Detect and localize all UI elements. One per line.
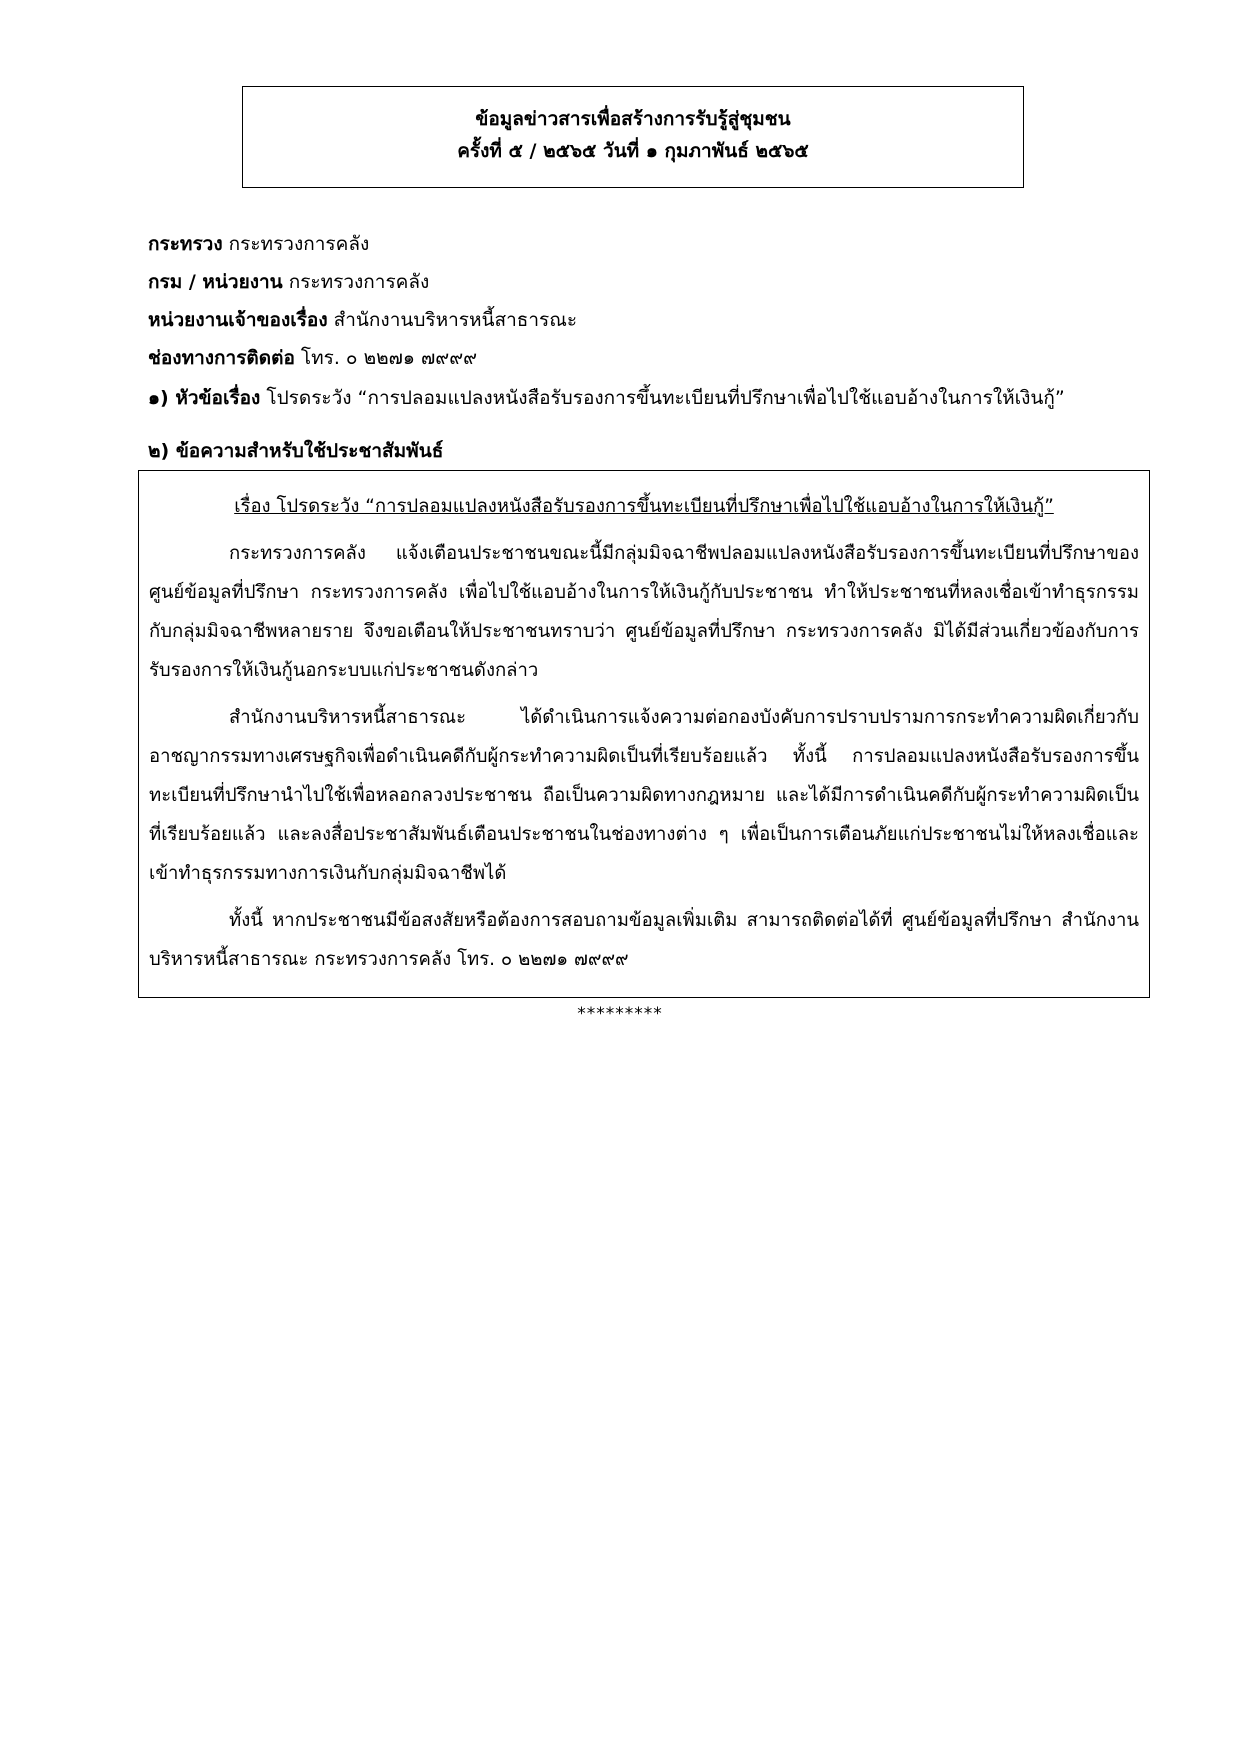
issue-line: ครั้งที่ ๕ / ๒๕๖๕ วันที่ ๑ กุมภาพันธ์ ๒๕๖๕ [457,140,809,162]
section2-heading: ๒) ข้อความสำหรับใช้ประชาสัมพันธ์ [148,440,444,462]
topic-line [148,384,1065,412]
document-title: ข้อมูลข่าวสารเพื่อสร้างการรับรู้สู่ชุมชน [475,108,791,130]
contact-line [148,344,477,372]
owner-label: หน่วยงานเจ้าของเรื่อง [148,309,328,331]
ministry-value: กระทรวงการคลัง [228,233,370,255]
press-release-box [138,470,1150,998]
owner-value: สำนักงานบริหารหนี้สาธารณะ [333,309,578,331]
owner-line [148,306,577,334]
end-marker: ********* [577,1004,663,1024]
department-value: กระทรวงการคลัง [288,271,430,293]
contact-label: ช่องทางการติดต่อ [148,347,295,369]
topic-label: ๑) หัวข้อเรื่อง [148,387,261,409]
press-release-paragraph: ทั้งนี้ หากประชาชนมีข้อสงสัยหรือต้องการสอบถามข้อมูลเพิ่มเติม สามารถติดต่อได้ที่ ศูนย์ข้อมูลที่ปรึกษา สำนักงานบริหารหนี้สาธารณะ กระทรวงการคลัง โทร. ๐ ๒๒๗๑ ๗๙๙๙ [149,910,1139,970]
department-label: กรม / หน่วยงาน [148,271,283,293]
department-line [148,268,429,296]
ministry-label: กระทรวง [148,233,223,255]
contact-value: โทร. ๐ ๒๒๗๑ ๗๙๙๙ [300,347,478,369]
header-box [242,86,1024,188]
press-release-paragraph: สำนักงานบริหารหนี้สาธารณะ ได้ดำเนินการแจ้งความต่อกองบังคับการปราบปรามการกระทำความผิดเกี่ยวกับอาชญากรรมทางเศรษฐกิจเพื่อดำเนินคดีกับผู้กระทำความผิดเป็นที่เรียบร้อยแล้ว ทั้งนี้ การปลอมแปลงหนังสือรับรองการขึ้นทะเบียนที่ปรึกษานำไปใช้เพื่อหลอกลวงประชาชน ถือเป็นความผิดทางกฎหมาย และได้มีการดำเนินคดีกับผู้กระทำความผิดเป็นที่เรียบร้อยแล้ว และลงสื่อประชาสัมพันธ์เตือนประชาชนในช่องทางต่าง ๆ เพื่อเป็นการเตือนภัยแก่ประชาชนไม่ให้หลงเชื่อและเข้าทำธุรกรรมทางการเงินกับกลุ่มมิจฉาชีพได้ [149,707,1139,884]
topic-value: โปรดระวัง “การปลอมแปลงหนังสือรับรองการขึ้นทะเบียนที่ปรึกษาเพื่อไปใช้แอบอ้างในการให้เงินกู้” [266,387,1065,409]
ministry-line [148,230,369,258]
press-release-paragraph: กระทรวงการคลัง แจ้งเตือนประชาชนขณะนี้มีกลุ่มมิจฉาชีพปลอมแปลงหนังสือรับรองการขึ้นทะเบียนที่ปรึกษาของศูนย์ข้อมูลที่ปรึกษา กระทรวงการคลัง เพื่อไปใช้แอบอ้างในการให้เงินกู้กับประชาชน ทำให้ประชาชนที่หลงเชื่อเข้าทำธุรกรรมกับกลุ่มมิจฉาชีพหลายราย จึงขอเตือนให้ประชาชนทราบว่า ศูนย์ข้อมูลที่ปรึกษา กระทรวงการคลัง มิได้มีส่วนเกี่ยวข้องกับการรับรองการให้เงินกู้นอกระบบแก่ประชาชนดังกล่าว [149,543,1139,681]
press-release-subject: เรื่อง โปรดระวัง “การปลอมแปลงหนังสือรับรองการขึ้นทะเบียนที่ปรึกษาเพื่อไปใช้แอบอ้างในการให้เงินกู้” [234,496,1054,517]
